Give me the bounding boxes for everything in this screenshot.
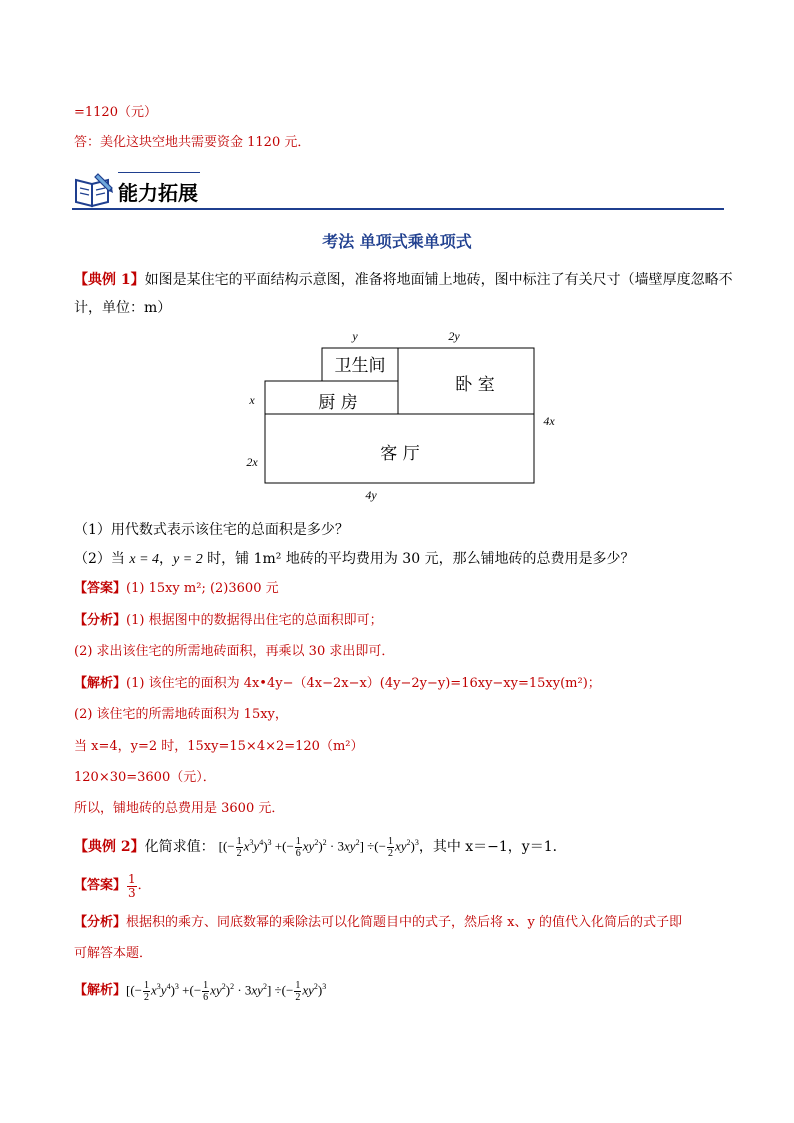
room-bedroom: 卧 室 <box>455 375 495 395</box>
room-living: 客 厅 <box>380 444 420 464</box>
answer-fraction: $\frac{1}{3}$ <box>128 871 136 900</box>
dim-left-lower: 2x <box>246 455 258 469</box>
example2-analysis2: 可解答本题． <box>74 946 153 961</box>
room-kitchen: 厨 房 <box>318 393 358 413</box>
example1-q1: （1）用代数式表示该住宅的总面积是多少？ <box>74 522 349 538</box>
calc-line: =1120（元） <box>74 105 157 120</box>
example2-solution-expression: [(− $\frac{1}{2}$ $x^3y^4)^3$ +(− $\frac{1}{6}$ $xy^2)^2 \cdot 3xy^2$] ÷(− $\frac{1}{2}$ $xy^2)^3$ <box>126 979 327 1003</box>
example1-tag: 【典例 1】 <box>74 272 145 288</box>
title-overline <box>118 172 200 173</box>
dim-left-upper: x <box>249 393 255 407</box>
dim-top-right: 2y <box>448 329 460 343</box>
example1-solution2: (2) 该住宅的所需地砖面积为 15xy， <box>74 707 288 722</box>
example2-solution: 【解析】 [(− $\frac{1}{2}$ $x^3y^4)^3$ +(− $\frac{1}{6}$ $xy^2)^2 \cdot 3xy^2$] ÷(− $\frac{1}{2}$ $xy^2)^3$ <box>74 979 327 1003</box>
example1-text1: 如图是某住宅的平面结构示意图，准备将地面铺上地砖，图中标注了有关尺寸（墙壁厚度忽略不 <box>144 272 733 288</box>
example1-text2: 计，单位：m） <box>74 300 172 316</box>
dim-top-left: y <box>352 329 358 343</box>
topic-heading: 考法 单项式乘单项式 <box>322 232 472 251</box>
example1-analysis2: (2) 求出该住宅的所需地砖面积，再乘以 30 求出即可． <box>74 644 395 659</box>
example1-solution1: 【解析】(1) 该住宅的面积为 4x•4y−（4x−2x−x）(4y−2y−y)=16xy−xy=15xy(m²)； <box>74 676 601 691</box>
example2-expression: [(− $\frac{1}{2}$ $x^3y^4)^3$ +(− $\frac{1}{6}$ $xy^2)^2 \cdot 3xy^2$] ÷(− $\frac{1}{2}$ $xy^2)^3$ <box>218 835 419 859</box>
example1-q2: （2）当 x = 4，y = 2 时，铺 1m² 地砖的平均费用为 30 元，那么铺地砖的总费用是多少？ <box>74 551 635 567</box>
example2-answer: 【答案】 $\frac{1}{3}$ ． <box>74 871 151 900</box>
example1-line1 <box>74 270 733 290</box>
example2-tag: 【典例 2】 <box>74 839 145 855</box>
section-title: 能力拓展 <box>118 181 198 205</box>
q2-y-value: y = 2 <box>173 552 203 567</box>
example1-answer: 【答案】(1) 15xy m²; (2)3600 元 <box>74 581 279 596</box>
room-bathroom: 卫生间 <box>334 356 386 376</box>
answer-line: 答：美化这块空地共需要资金 1120 元． <box>74 135 311 150</box>
example1-solution5: 所以，铺地砖的总费用是 3600 元． <box>74 801 285 816</box>
example2-condition: ，其中 x＝−1，y＝1． <box>418 839 567 855</box>
book-pencil-icon <box>72 170 116 210</box>
example1-solution4: 120×30=3600（元）． <box>74 770 216 785</box>
example1-solution3: 当 x=4，y=2 时，15xy=15×4×2=120（m²） <box>74 739 364 754</box>
example1-analysis1: 【分析】(1) 根据图中的数据得出住宅的总面积即可； <box>74 613 383 628</box>
dim-bottom: 4y <box>365 488 377 502</box>
q2-x-value: x = 4 <box>129 552 160 567</box>
section-rule <box>72 208 724 210</box>
floor-plan <box>240 325 560 505</box>
dim-right: 4x <box>543 414 555 428</box>
example2-line: 【典例 2】 化简求值： [(− $\frac{1}{2}$ $x^3y^4)^3$ +(− $\frac{1}{6}$ $xy^2)^2 \cdot 3xy^2$] ÷(− $\frac{1}{2}$ $xy^2)^3$ ，其中 x＝−1，y＝1． <box>74 835 567 859</box>
example2-analysis1: 【分析】根据积的乘方、同底数幂的乘除法可以化简题目中的式子，然后将 x、y 的值代入化简后的式子即 <box>74 915 682 930</box>
